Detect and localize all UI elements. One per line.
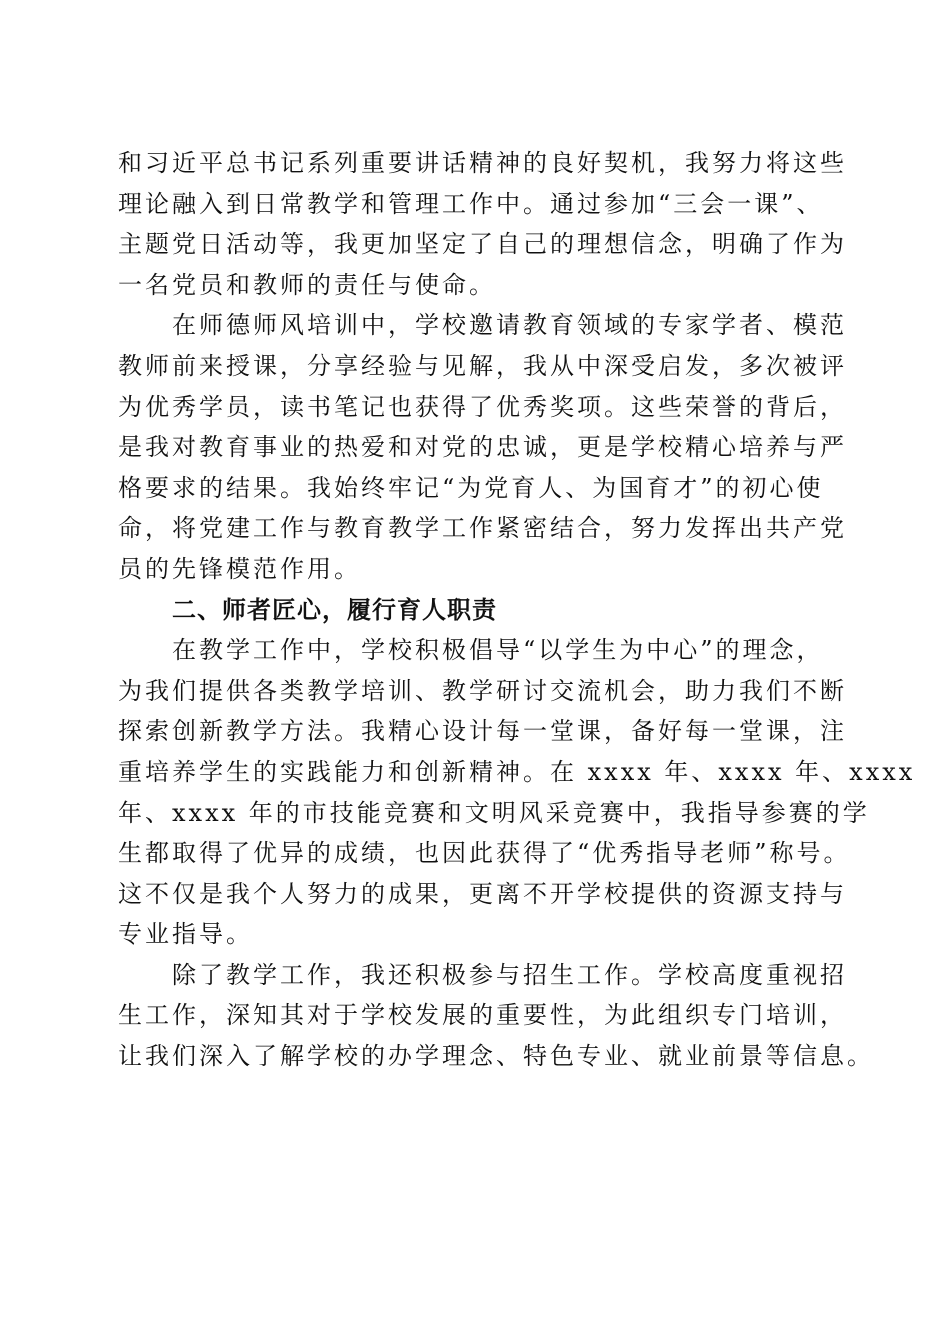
paragraph-enrollment-work [118, 955, 874, 1077]
text-line: 让我们深入了解学校的办学理念、特色专业、就业前景等信息。 [118, 1042, 874, 1071]
text-line: 理论融入到日常教学和管理工作中。通过参加“三会一课”、 [118, 189, 824, 218]
section-heading [118, 590, 838, 631]
text-line: 在师德师风培训中，学校邀请教育领域的专家学者、模范 [172, 311, 847, 340]
text-line: 员的先锋模范作用。 [118, 554, 361, 583]
text-line: 命，将党建工作与教育教学工作紧密结合，努力发挥出共产党 [118, 514, 847, 543]
text-line: 这不仅是我个人努力的成果，更离不开学校提供的资源支持与 [118, 879, 847, 908]
text-line: 格要求的结果。我始终牢记“为党育人、为国育才”的初心使 [118, 473, 824, 502]
text-line: 重培养学生的实践能力和创新精神。在 xxxx 年、xxxx 年、xxxx [118, 757, 916, 786]
paragraph-teaching-work [118, 630, 916, 955]
text-line: 为优秀学员，读书笔记也获得了优秀奖项。这些荣誉的背后， [118, 392, 847, 421]
text-line: 和习近平总书记系列重要讲话精神的良好契机，我努力将这些 [118, 149, 847, 177]
text-line: 专业指导。 [118, 920, 253, 949]
text-line: 教师前来授课，分享经验与见解，我从中深受启发，多次被评 [118, 351, 847, 380]
text-line: 为我们提供各类教学培训、教学研讨交流机会，助力我们不断 [118, 676, 847, 705]
section-heading-text: 二、师者匠心，履行育人职责 [172, 595, 497, 624]
text-line: 在教学工作中，学校积极倡导“以学生为中心”的理念， [172, 636, 824, 665]
text-line: 一名党员和教师的责任与使命。 [118, 270, 496, 299]
text-line: 除了教学工作，我还积极参与招生工作。学校高度重视招 [172, 960, 847, 989]
text-line: 年、xxxx 年的市技能竞赛和文明风采竞赛中，我指导参赛的学 [118, 798, 870, 827]
text-line: 生工作，深知其对于学校发展的重要性，为此组织专门培训， [118, 1001, 847, 1030]
paragraph-party-learning [118, 143, 847, 305]
text-line: 探索创新教学方法。我精心设计每一堂课，备好每一堂课，注 [118, 717, 847, 746]
text-line: 生都取得了优异的成绩，也因此获得了“优秀指导老师”称号。 [118, 839, 851, 868]
text-line: 主题党日活动等，我更加坚定了自己的理想信念，明确了作为 [118, 230, 847, 259]
paragraph-ethics-training [118, 305, 847, 589]
text-line: 是我对教育事业的热爱和对党的忠诚，更是学校精心培养与严 [118, 433, 847, 462]
document-body [118, 143, 916, 1077]
